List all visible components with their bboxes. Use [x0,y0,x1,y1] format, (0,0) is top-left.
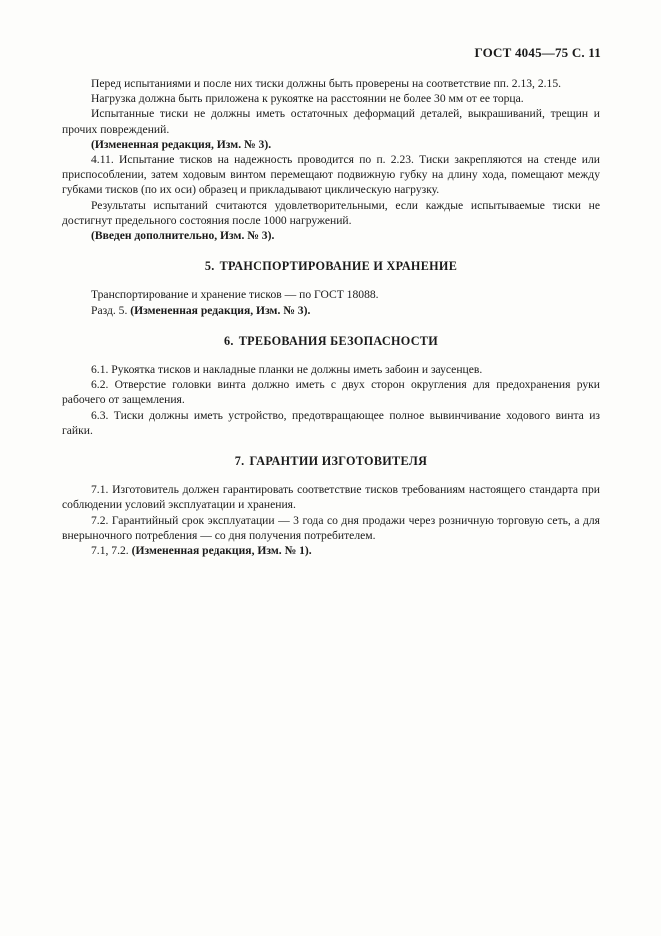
amendment-note: (Измененная редакция, Изм. № 3). [91,137,272,151]
section-title: ТРАНСПОРТИРОВАНИЕ И ХРАНЕНИЕ [219,259,458,274]
paragraph-prefix: Разд. 5. [91,303,131,317]
paragraph: 4.11. Испытание тисков на надежность проводится по п. 2.23. Тиски закрепляются на стенде или приспособлении, затем ходовым винтом перемещают подвижную губку на длину хода, помещают между губками тисков (по их оси) образец и прикладывают циклическую нагрузку. [62,153,600,197]
paragraph [62,303,600,318]
section-number: 5. [204,259,215,274]
amendment-note: (Измененная редакция, Изм. № 3). [130,303,311,317]
paragraph-prefix: 7.1, 7.2. [91,544,132,558]
paragraph: Результаты испытаний считаются удовлетворительными, если каждые испытываемые тиски не достигнут предельного состояния после 1000 нагружений. [62,198,600,227]
paragraph: 7.2. Гарантийный срок эксплуатации — 3 года со дня продажи через розничную торговую сеть, а для внерыночного потребления — со дня получения потребителем. [62,513,600,542]
paragraph: 6.1. Рукоятка тисков и накладные планки не должны иметь забоин и заусенцев. [91,363,483,377]
section-heading-5 [62,259,600,274]
section-heading-6 [62,334,600,349]
amendment-note: (Введен дополнительно, Изм. № 3). [91,229,275,243]
section-heading-7 [62,454,600,469]
page-header: ГОСТ 4045—75 С. 11 [474,45,601,60]
section-number: 6. [223,333,234,348]
paragraph: Перед испытаниями и после них тиски должны быть проверены на соответствие пп. 2.13, 2.15. [91,77,562,90]
section-title: ТРЕБОВАНИЯ БЕЗОПАСНОСТИ [238,333,439,348]
section-title: ГАРАНТИИ ИЗГОТОВИТЕЛЯ [249,454,428,469]
paragraph: Нагрузка должна быть приложена к рукоятке на расстоянии не более 30 мм от ее торца. [91,92,524,106]
section-number: 7. [234,454,245,469]
paragraph: Испытанные тиски не должны иметь остаточных деформаций деталей, выкрашиваний, трещин и прочих повреждений. [62,107,600,136]
paragraph: 6.2. Отверстие головки винта должно иметь с двух сторон округления для предохранения руки рабочего от защемления. [62,378,600,407]
paragraph [62,543,600,558]
paragraph: 6.3. Тиски должны иметь устройство, предотвращающее полное вывинчивание ходового винта из гайки. [62,408,600,437]
paragraph: Транспортирование и хранение тисков — по ГОСТ 18088. [91,288,379,302]
page-content [62,76,600,558]
amendment-note: (Измененная редакция, Изм. № 1). [131,544,312,558]
paragraph: 7.1. Изготовитель должен гарантировать соответствие тисков требованиям настоящего стандарта при соблюдении условий эксплуатации и хранения. [62,483,600,512]
